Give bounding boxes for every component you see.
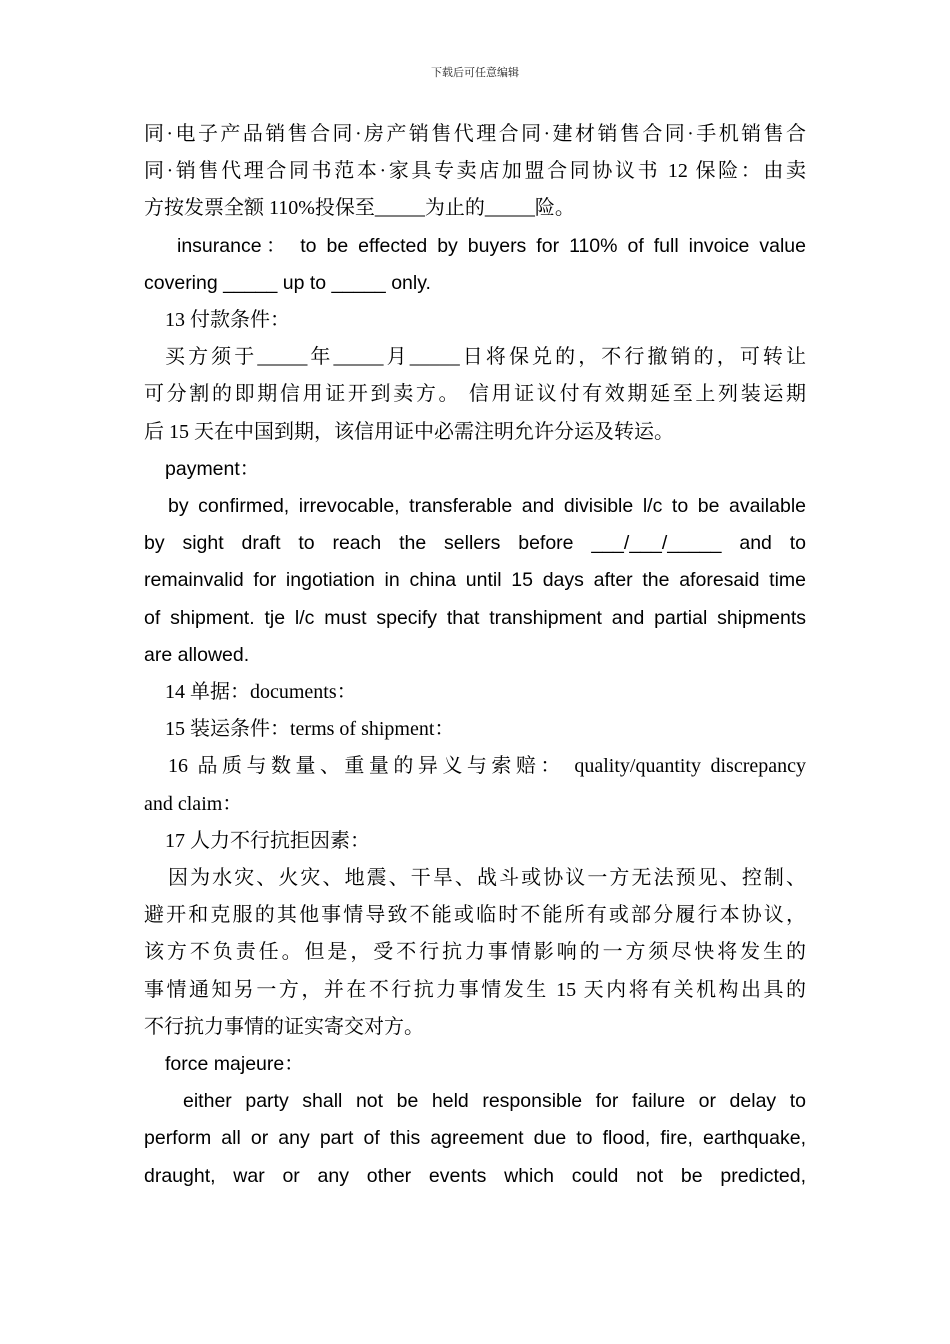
text-line: by confirmed, irrevocable, transferable and divisible l/c to be available bbox=[168, 495, 806, 518]
text-line: 方按发票全额 110%投保至_____为止的_____险。 bbox=[144, 197, 575, 220]
text-line: 事情通知另一方，并在不行抗力事情发生 15 天内将有关机构出具的 bbox=[144, 978, 806, 1001]
text-line: 可分割的即期信用证开到卖方。 信用证议付有效期延至上列装运期 bbox=[144, 383, 806, 406]
text-line: 因为水灾、火灾、地震、干旱、战斗或协议一方无法预见、控制、 bbox=[168, 867, 806, 890]
text-line: draught, war or any other events which could not be predicted, bbox=[144, 1164, 806, 1187]
text-line: of shipment. tje l/c must specify that transhipment and partial shipments bbox=[144, 606, 806, 629]
section-heading: 15 装运条件：terms of shipment： bbox=[165, 718, 455, 741]
text-line: 后 15 天在中国到期，该信用证中必需注明允许分运及转运。 bbox=[144, 420, 674, 443]
text-line: 避开和克服的其他事情导致不能或临时不能所有或部分履行本协议， bbox=[144, 904, 806, 927]
text-line: 买方须于_____年_____月_____日将保兑的，不行撤销的，可转让 bbox=[165, 346, 806, 369]
text-line: by sight draft to reach the sellers before ___/___/_____ and to bbox=[144, 532, 806, 555]
text-line: either party shall not be held responsible for failure or delay to bbox=[183, 1090, 806, 1113]
text-line: insurance： to be effected by buyers for 110% of full invoice value bbox=[177, 234, 806, 257]
page-header: 下载后可任意编辑 bbox=[431, 67, 519, 79]
text-line: and claim： bbox=[144, 792, 243, 815]
text-line: 不行抗力事情的证实寄交对方。 bbox=[144, 1015, 424, 1038]
text-line: 该方不负责任。但是，受不行抗力事情影响的一方须尽快将发生的 bbox=[144, 941, 806, 964]
section-heading: payment： bbox=[165, 457, 260, 480]
text-line: are allowed. bbox=[144, 643, 250, 666]
section-heading: 16 品质与数量、重量的异义与索赔： quality/quantity discrepancy bbox=[168, 755, 806, 778]
section-heading: force majeure： bbox=[165, 1053, 304, 1076]
document-body bbox=[144, 116, 806, 1195]
section-heading: 17 人力不行抗拒因素： bbox=[165, 829, 370, 852]
text-line: covering _____ up to _____ only. bbox=[144, 271, 431, 294]
text-line: 同·电子产品销售合同·房产销售代理合同·建材销售合同·手机销售合 bbox=[144, 123, 806, 145]
section-heading: 14 单据：documents： bbox=[165, 681, 357, 704]
text-line: remainvalid for ingotiation in china until 15 days after the aforesaid time bbox=[144, 569, 806, 592]
section-heading: 13 付款条件： bbox=[165, 309, 290, 332]
text-line: 同·销售代理合同书范本·家具专卖店加盟合同协议书 12 保险：由卖 bbox=[144, 160, 806, 183]
text-line: perform all or any part of this agreement due to flood, fire, earthquake, bbox=[144, 1127, 806, 1150]
